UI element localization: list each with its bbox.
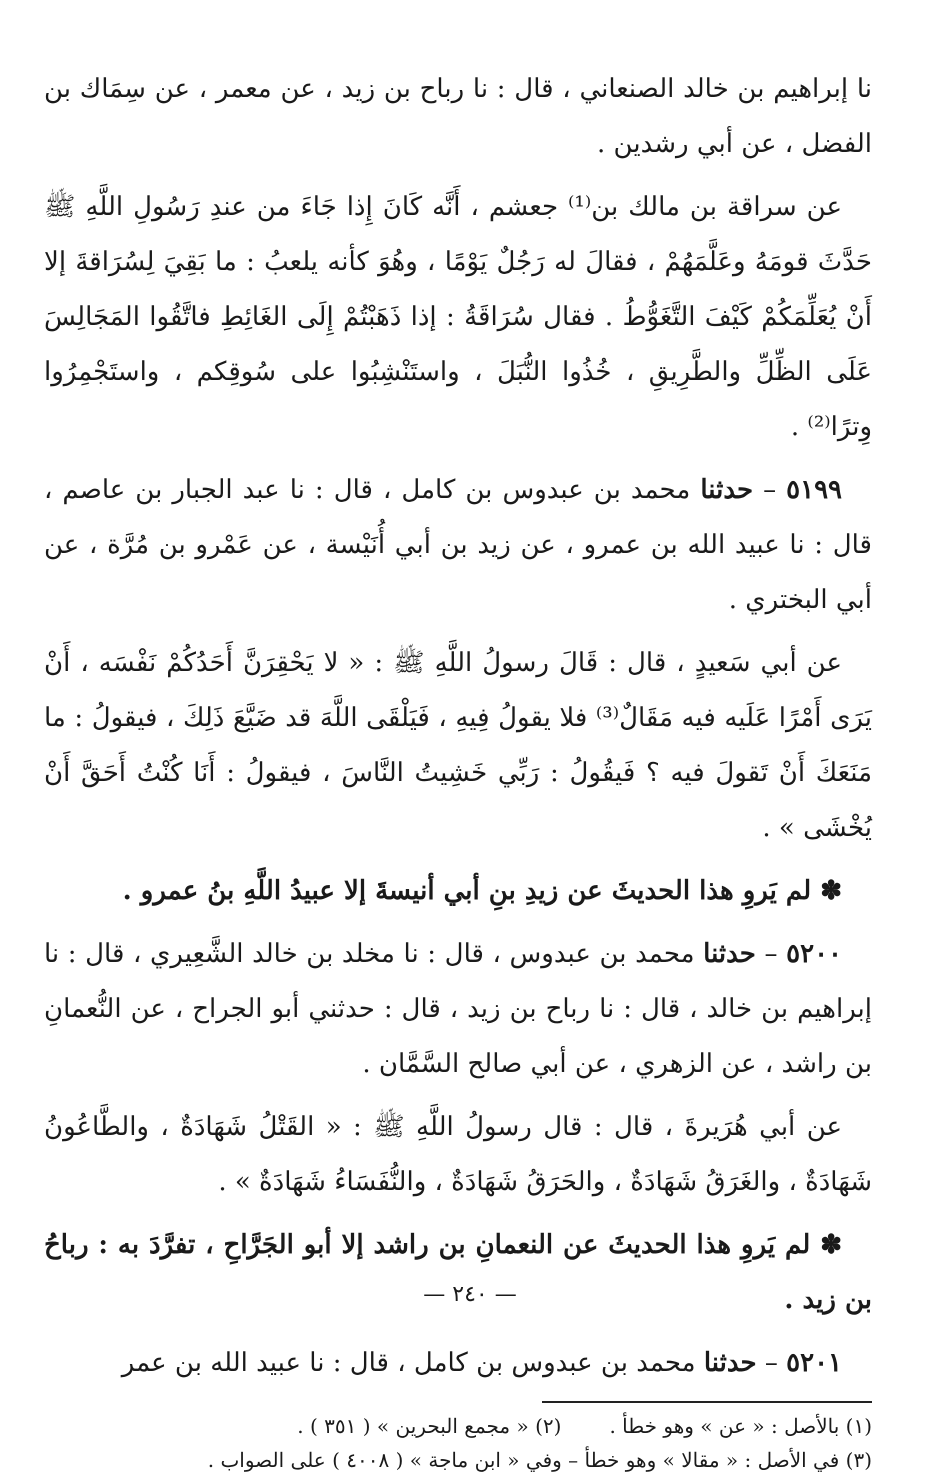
hadith-heading-5201: [44, 1336, 872, 1391]
dash: –: [753, 475, 787, 505]
asterisk-icon: ✽: [820, 1230, 842, 1260]
footnote-3: (٣) في الأصل : « مقالا » وهو خطأ – وفي « ابن ماجة » ( ٤٠٠٨ ) على الصواب .: [207, 1448, 872, 1472]
commentary-note-1: [44, 864, 872, 919]
isnad-continuation: نا إبراهيم بن خالد الصنعاني ، قال : نا رباح بن زيد ، عن معمر ، عن سِمَاك بن الفضل ، عن أبي رشدين .: [44, 74, 872, 159]
asterisk-icon: ✽: [820, 876, 842, 906]
footnote-row-1: [44, 1409, 872, 1443]
hadith-text-abu-said: عن أبي سَعيدٍ ، قال : قَالَ رسولُ اللَّهِ ﷺ : « لا يَحْقِرَنَّ أَحَدُكُمْ نَفْسَه ، أَنْ يَرَى أَمْرًا عَلَيه فيه مَقَالٌ⁽³⁾ فلا يقولُ فِيهِ ، فَيَلْقَى اللَّهَ قد ضَيَّعَ ذَلِكَ ، فيقولُ : ما مَنَعَكَ أَنْ تَقولَ فيه ؟ فَيقُولُ : رَبِّي خَشِيتُ النَّاسَ ، فيقولُ : أَنَا كُنْتُ أَحَقَّ أَنْ يُخْشَى » .: [44, 648, 872, 843]
haddathana-keyword: حدثنا: [700, 475, 754, 505]
hadith-text-abu-hurayra: عن أبي هُرَيرةَ ، قال : قال رسولُ اللَّهِ ﷺ : « القَتْلُ شَهَادَةٌ ، والطَّاعُونُ شَهَادَةٌ ، والغَرَقُ شَهَادَةٌ ، والحَرَقُ شَهَادَةٌ ، والنُّفَسَاءُ شَهَادَةٌ » .: [44, 1112, 872, 1197]
dash: –: [756, 1348, 787, 1378]
hadith-heading-5199: [44, 463, 872, 628]
hadith-heading-5200: [44, 927, 872, 1092]
hadith-text-sulaqa: عن سراقة بن مالك بن⁽¹⁾ جعشم ، أَنَّه كَانَ إِذا جَاءَ من عندِ رَسُولِ اللَّهِ ﷺ حَدَّثَ قومَهُ وعَلَّمَهُمْ ، فقالَ له رَجُلٌ يَوْمًا ، وهُوَ كأنه يلعبُ : ما بَقِيَ لِسُرَاقةَ إلا أَنْ يُعَلِّمَكُمْ كَيْفَ التَّغَوُّطُ . فقال سُرَاقَةُ : إذا ذَهَبْتُمْ إِلَى الغَائِطِ فاتَّقُوا المَجَالِسَ عَلَى الظِّلِّ والطَّرِيقِ ، خُذُوا النُّبَلَ ، واستَنْشِبُوا على سُوقِكم ، واستَجْمِرُوا وِترًا⁽²⁾ .: [44, 192, 873, 442]
isnad-text: محمد بن عبدوس ، قال : نا مخلد بن خالد الشَّعِيري ، قال : نا إبراهيم بن خالد ، قال : نا رباح بن زيد ، قال : حدثني أبو الجراح ، عن النُّعمانِ بن راشد ، عن الزهري ، عن أبي صالح السَّمَّان .: [44, 939, 872, 1079]
isnad-text: محمد بن عبدوس بن كامل ، قال : نا عبيد الله بن عمر: [121, 1348, 704, 1378]
page-number: — ٢٤٠ —: [423, 1282, 517, 1307]
haddathana-keyword: حدثنا: [703, 1348, 757, 1378]
hadith-number: ٥٢٠٠: [786, 939, 842, 969]
footnote-2: (٢) « مجمع البحرين » ( ٣٥١ ) .: [297, 1414, 562, 1438]
isnad-text: محمد بن عبدوس بن كامل ، قال : نا عبد الجبار بن عاصم ، قال : نا عبيد الله بن عمرو ، عن زيد بن أبي أُنَيْسة ، عن عَمْرو بن مُرَّة ، عن أبي البختري .: [44, 475, 872, 615]
footnote-1: (١) بالأصل : « عن » وهو خطأ .: [609, 1414, 872, 1438]
haddathana-keyword: حدثنا: [703, 939, 756, 969]
note-text: لم يَروِ هذا الحديثَ عن النعمانِ بن راشد إلا أبو الجَرَّاحِ ، تفرَّدَ به : رباحُ بن زيد .: [44, 1230, 872, 1315]
commentary-note-2: [44, 1218, 872, 1328]
dash: –: [755, 939, 787, 969]
footnote-row-2: [44, 1443, 872, 1477]
hadith-number: ٥٢٠١: [786, 1348, 842, 1378]
hadith-number: ٥١٩٩: [786, 475, 842, 505]
note-text: لم يَروِ هذا الحديثَ عن زيدِ بنِ أبي أنيسةَ إلا عبيدُ اللَّهِ بنُ عمرو .: [122, 876, 821, 906]
footnote-divider: [542, 1401, 872, 1403]
